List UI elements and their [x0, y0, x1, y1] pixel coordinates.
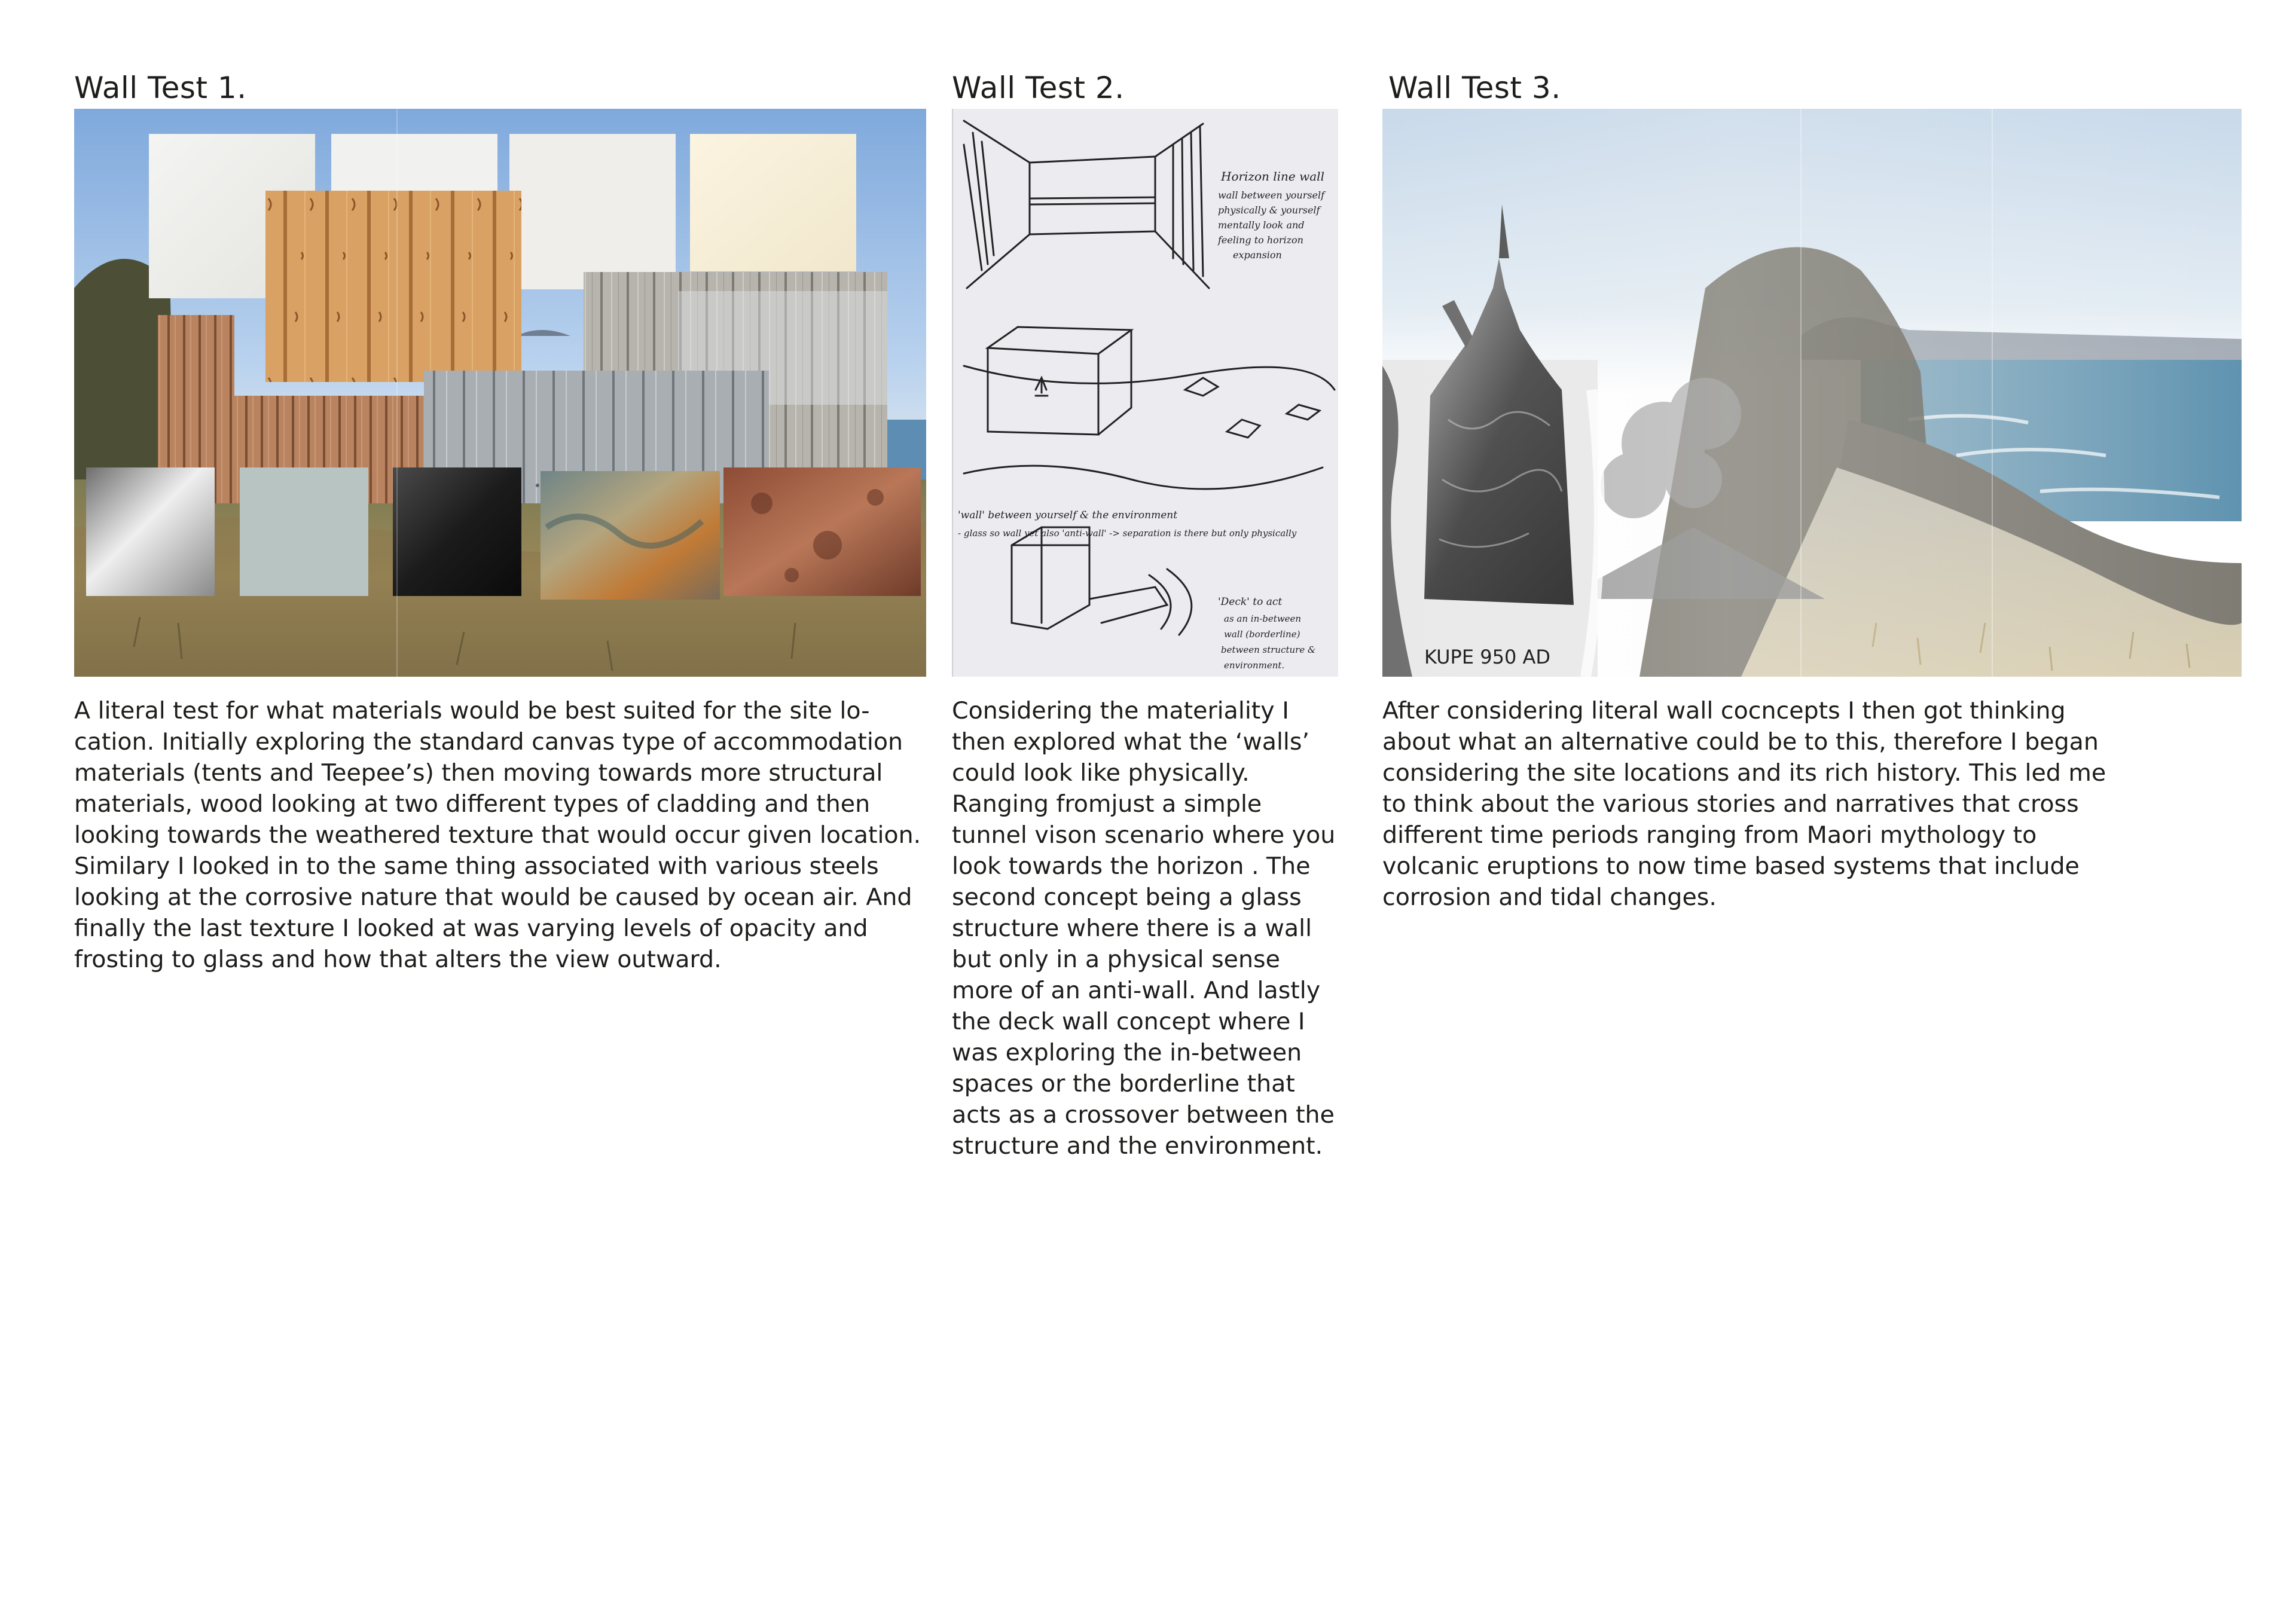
sketch-note-1-line-4: mentally look and [1218, 219, 1305, 231]
wall-test-2-title: Wall Test 2. [952, 71, 1125, 105]
wall-test-3-text: After considering literal wall cocncepts I then got thinking about what an alternative could be to this, therefore I began considering the site locations and its rich history. This led me to think about the various stories and narratives that cross different time periods ranging from Maori mythology to volcanic eruptions to now time based systems that include corrosion and tidal changes. [1382, 697, 2106, 911]
wall-test-3-title: Wall Test 3. [1388, 71, 1561, 105]
concept-sketch-svg [952, 109, 1338, 677]
sketch-note-3-line-5: environment. [1224, 660, 1285, 671]
history-image-caption: KUPE 950 AD [1424, 646, 1551, 668]
sketch-note-1-line-6: expansion [1233, 249, 1282, 261]
sketch-note-3-line-4: between structure & [1221, 644, 1316, 655]
concept-sketch-image [952, 109, 1338, 677]
wall-test-2-description [952, 695, 1341, 1162]
wall-test-3-description [1382, 695, 2124, 913]
sketch-note-2-line-2: - glass so wall yet also 'anti-wall' -> separation is there but only physically [958, 528, 1297, 539]
sketch-note-3-line-3: wall (borderline) [1224, 629, 1300, 640]
wall-test-1-text: A literal test for what materials would be best suited for the site lo-cation. Initially exploring the standard canvas type of accommodation materials (tents and Teepee’s) then moving towards more structural materials, wood looking at two different types of cladding and then looking towards the weathered texture that would occur given location. Similary I looked in to the same thing associated with various steels looking at the corrosive nature that would be caused by ocean air. And finally the last texture I looked at was varying levels of opacity and frosting to glass and how that alters the view outward. [74, 697, 921, 973]
sketch-note-2-line-1: 'wall' between yourself & the environment [958, 509, 1178, 521]
sketch-note-1-line-1: Horizon line wall [1221, 169, 1324, 184]
history-collage-image [1382, 109, 2242, 677]
sketch-note-3-line-1: 'Deck' to act [1218, 596, 1283, 608]
sketch-note-3-line-2: as an in-between [1224, 613, 1302, 624]
sketch-note-1-line-3: physically & yourself [1218, 204, 1320, 216]
wall-test-1-title: Wall Test 1. [74, 71, 247, 105]
sketch-note-1-line-5: feeling to horizon [1218, 234, 1303, 246]
wall-test-1-description [74, 695, 926, 975]
history-collage-svg [1382, 109, 2242, 677]
material-collage-svg [74, 109, 926, 677]
sketch-note-1-line-2: wall between yourself [1218, 189, 1325, 201]
material-collage-image [74, 109, 926, 677]
wall-test-2-text: Considering the materiality I then explored what the ‘walls’ could look like physically. Ranging fromjust a simple tunnel vison scenario where you look towards the horizon . The second concept being a glass structure where there is a wall but only in a physical sense more of an anti-wall. And lastly the deck wall concept where I was exploring the in-between spaces or the borderline that acts as a crossover between the structure and the environment. [952, 697, 1336, 1160]
